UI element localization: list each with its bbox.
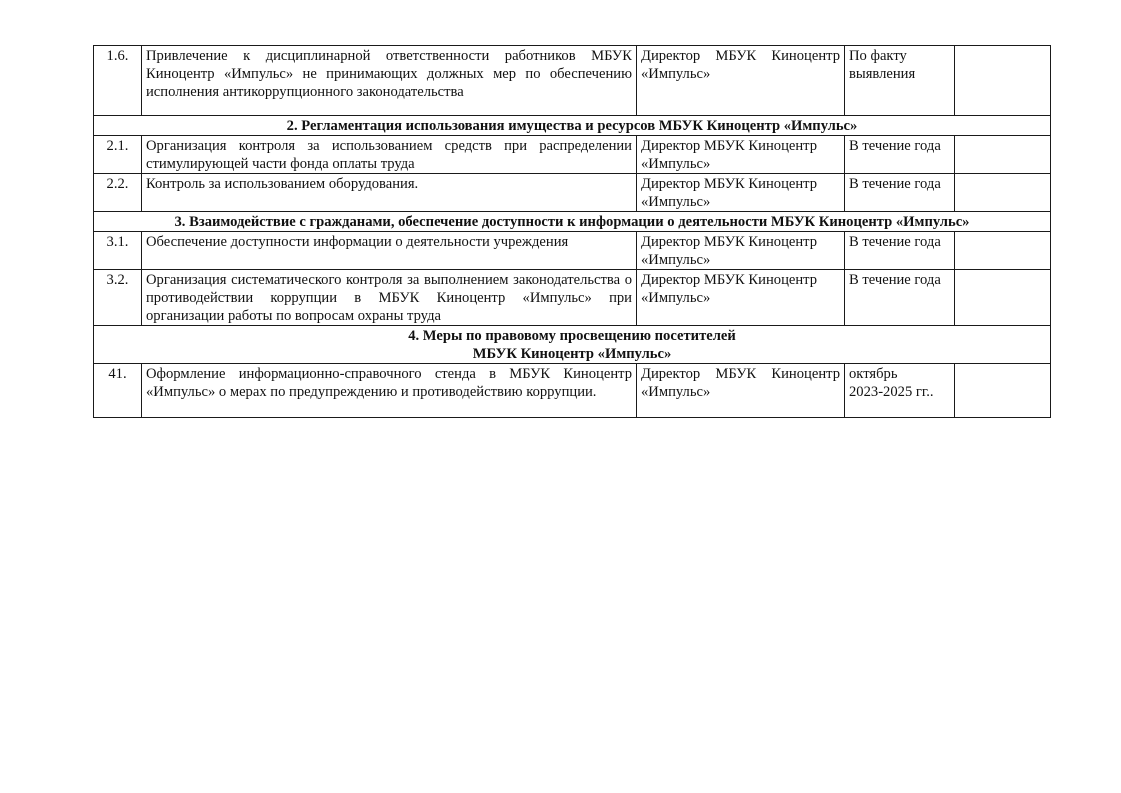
section-title: 3. Взаимодействие с гражданами, обеспечение доступности к информации о деятельности МБУК Киноцентр «Импульс» [94, 212, 1051, 232]
item-note [955, 232, 1051, 270]
item-responsible: Директор МБУК Киноцентр «Импульс» [637, 174, 845, 212]
section-title [94, 326, 1051, 364]
item-term: В течение года [845, 232, 955, 270]
table-row [94, 46, 1051, 116]
item-term: В течение года [845, 270, 955, 326]
item-term-line: 2023-2025 гг.. [849, 384, 934, 400]
item-text: Организация систематического контроля за выполнением законодательства о противодействии коррупции в МБУК Киноцентр «Импульс» при организации работы по вопросам охраны труда [142, 270, 637, 326]
item-note [955, 136, 1051, 174]
section-row [94, 116, 1051, 136]
table-row [94, 136, 1051, 174]
item-term [845, 364, 955, 418]
item-term: По факту выявления [845, 46, 955, 116]
item-text: Привлечение к дисциплинарной ответственности работников МБУК Киноцентр «Импульс» не принимающих должных мер по обеспечению исполнения антикоррупционного законодательства [142, 46, 637, 116]
section-title: 2. Регламентация использования имущества и ресурсов МБУК Киноцентр «Импульс» [94, 116, 1051, 136]
item-term: В течение года [845, 174, 955, 212]
item-responsible: Директор МБУК Киноцентр «Импульс» [637, 232, 845, 270]
item-number: 3.1. [94, 232, 142, 270]
item-text: Контроль за использованием оборудования. [142, 174, 637, 212]
item-responsible: Директор МБУК Киноцентр «Импульс» [637, 270, 845, 326]
item-number: 2.1. [94, 136, 142, 174]
item-term-line: октябрь [849, 366, 898, 382]
item-term: В течение года [845, 136, 955, 174]
section-title-line: 4. Меры по правовому просвещению посетителей [408, 328, 736, 344]
item-number: 2.2. [94, 174, 142, 212]
item-note [955, 270, 1051, 326]
table-row [94, 270, 1051, 326]
item-note [955, 174, 1051, 212]
item-responsible: Директор МБУК Киноцентр «Импульс» [637, 364, 845, 418]
item-number: 41. [94, 364, 142, 418]
section-title-line: МБУК Киноцентр «Импульс» [472, 346, 672, 362]
item-responsible: Директор МБУК Киноцентр «Импульс» [637, 136, 845, 174]
table-row [94, 174, 1051, 212]
item-text: Оформление информационно-справочного стенда в МБУК Киноцентр «Импульс» о мерах по предупреждению и противодействию коррупции. [142, 364, 637, 418]
measures-table [93, 45, 1051, 418]
item-number: 1.6. [94, 46, 142, 116]
table-row [94, 364, 1051, 418]
item-note [955, 364, 1051, 418]
table-row [94, 232, 1051, 270]
item-responsible: Директор МБУК Киноцентр «Импульс» [637, 46, 845, 116]
section-row [94, 326, 1051, 364]
item-text: Организация контроля за использованием средств при распределении стимулирующей части фонда оплаты труда [142, 136, 637, 174]
section-row [94, 212, 1051, 232]
item-note [955, 46, 1051, 116]
item-text: Обеспечение доступности информации о деятельности учреждения [142, 232, 637, 270]
item-number: 3.2. [94, 270, 142, 326]
